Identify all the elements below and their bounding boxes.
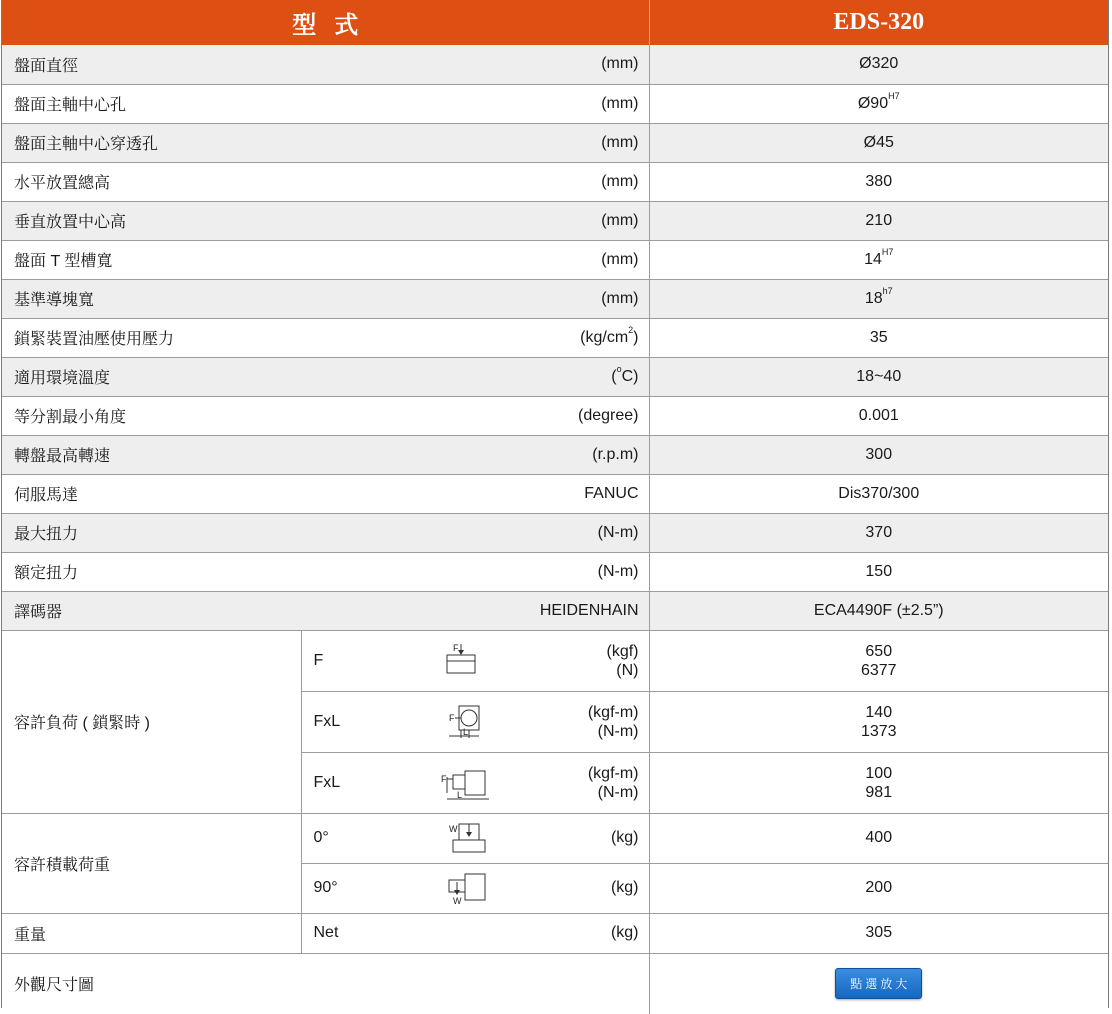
spec-label: 基準導塊寬: [2, 279, 515, 318]
weight-value: 305: [649, 913, 1108, 953]
value-text: 150: [865, 562, 893, 580]
load-value: [649, 691, 1108, 752]
unit-superscript: 2: [628, 324, 634, 335]
weight-load-icon-cell: [435, 813, 515, 863]
model-value-header: EDS-320: [649, 0, 1108, 45]
value-text: 35: [869, 328, 888, 346]
weight-row: [2, 913, 1108, 953]
spec-value: [649, 513, 1108, 552]
spec-unit: [515, 474, 649, 513]
spec-row: [2, 357, 1108, 396]
load-unit: [515, 691, 649, 752]
value-text: Ø45: [863, 133, 894, 151]
spec-label: 水平放置總高: [2, 162, 515, 201]
spec-unit: [515, 123, 649, 162]
load-value: [649, 630, 1108, 691]
load-unit: [515, 630, 649, 691]
value-text: 370: [865, 523, 893, 541]
spec-unit: [515, 162, 649, 201]
vertical-load-icon: [435, 868, 495, 908]
load-unit-secondary: (N-m): [597, 722, 639, 740]
load-row: [2, 630, 1108, 691]
spec-table: [2, 0, 1108, 1014]
spec-unit: [515, 279, 649, 318]
load-unit: [515, 752, 649, 813]
drawing-label: 外觀尺寸圖: [2, 953, 649, 1014]
value-text: Ø320: [859, 55, 899, 73]
spec-value: [649, 552, 1108, 591]
svg-text:W: W: [453, 896, 462, 906]
enlarge-drawing-button[interactable]: 點選放大: [835, 968, 922, 999]
spec-label: 等分割最小角度: [2, 396, 515, 435]
spec-unit: [515, 45, 649, 84]
load-symbol: FxL: [301, 752, 435, 813]
unit-text: (mm): [601, 133, 639, 151]
load-unit-primary: (kgf-m): [587, 764, 639, 782]
unit-text: C): [621, 367, 639, 385]
spec-value: [649, 396, 1108, 435]
spec-value: [649, 45, 1108, 84]
spec-unit: [515, 201, 649, 240]
unit-prefix: (: [611, 367, 617, 385]
value-superscript: h7: [882, 285, 893, 296]
spec-unit: [515, 84, 649, 123]
spec-label: 垂直放置中心高: [2, 201, 515, 240]
unit-text: (mm): [601, 55, 639, 73]
load-symbol: FxL: [301, 691, 435, 752]
model-label-header: 型式: [2, 0, 649, 45]
weight-load-value: 200: [649, 863, 1108, 913]
spec-value: [649, 240, 1108, 279]
weight-unit: (kg): [515, 913, 649, 953]
spec-value: [649, 318, 1108, 357]
spec-row: [2, 240, 1108, 279]
spec-value: [649, 162, 1108, 201]
spec-table-frame: [1, 0, 1109, 1008]
weight-load-unit: (kg): [515, 863, 649, 913]
value-text: ECA4490F (±2.5”): [813, 601, 944, 619]
spec-row: [2, 591, 1108, 630]
spec-label: 盤面主軸中心孔: [2, 84, 515, 123]
spec-unit: [515, 396, 649, 435]
load-icon-cell: [435, 630, 515, 691]
spec-label: 盤面主軸中心穿透孔: [2, 123, 515, 162]
spec-label: 譯碼器: [2, 591, 515, 630]
spec-unit: [515, 357, 649, 396]
spec-row: [2, 318, 1108, 357]
spec-unit: [515, 435, 649, 474]
drawing-button-cell: [649, 953, 1108, 1014]
value-superscript: H7: [881, 246, 894, 257]
horizontal-load-icon: [435, 818, 495, 858]
spec-value: [649, 201, 1108, 240]
spec-value: [649, 474, 1108, 513]
spec-row: [2, 279, 1108, 318]
load-value-secondary: 981: [865, 783, 893, 801]
weight-load-row: [2, 813, 1108, 863]
load-value-primary: 650: [865, 642, 893, 660]
spec-row: [2, 396, 1108, 435]
load-icon-cell: [435, 691, 515, 752]
spec-label: 轉盤最高轉速: [2, 435, 515, 474]
spec-unit: [515, 318, 649, 357]
spec-value: [649, 123, 1108, 162]
spec-label: 鎖緊裝置油壓使用壓力: [2, 318, 515, 357]
spec-value: [649, 357, 1108, 396]
svg-text:F: F: [441, 773, 447, 784]
spec-value: [649, 84, 1108, 123]
load-value-primary: 140: [865, 703, 893, 721]
unit-text: (mm): [601, 211, 639, 229]
load-symbol: F: [301, 630, 435, 691]
load-unit-secondary: (N-m): [597, 783, 639, 801]
spec-unit: [515, 552, 649, 591]
spec-row: [2, 123, 1108, 162]
spec-label: 額定扭力: [2, 552, 515, 591]
spec-label: 盤面直徑: [2, 45, 515, 84]
spec-row: [2, 201, 1108, 240]
spec-label: 最大扭力: [2, 513, 515, 552]
radial-moment-icon: [435, 702, 495, 742]
weight-load-angle: 0°: [301, 813, 435, 863]
load-unit-primary: (kgf): [606, 642, 639, 660]
load-value-primary: 100: [865, 764, 893, 782]
weight-load-unit: (kg): [515, 813, 649, 863]
weight-load-icon-cell: [435, 863, 515, 913]
weight-label: 重量: [2, 913, 301, 953]
weight-symbol: Net: [301, 913, 435, 953]
spec-row: [2, 513, 1108, 552]
spec-value: [649, 435, 1108, 474]
weight-load-label: 容許積載荷重: [2, 813, 301, 913]
weight-load-value: 400: [649, 813, 1108, 863]
value-text: 380: [865, 172, 893, 190]
spec-row: [2, 435, 1108, 474]
load-icon-cell: [435, 752, 515, 813]
value-text: 18~40: [856, 367, 902, 385]
spec-value: [649, 279, 1108, 318]
header-row: [2, 0, 1108, 45]
value-superscript: H7: [888, 90, 900, 101]
load-value-secondary: 6377: [860, 661, 897, 679]
unit-text: (kg/cm: [580, 328, 629, 346]
spec-unit: [515, 591, 649, 630]
tilting-moment-icon: [435, 763, 495, 803]
unit-suffix: ): [633, 328, 639, 346]
spec-unit: [515, 513, 649, 552]
load-value: [649, 752, 1108, 813]
value-text: 300: [865, 445, 893, 463]
unit-text: HEIDENHAIN: [539, 601, 639, 619]
load-unit-primary: (kgf-m): [587, 703, 639, 721]
value-text: 14: [864, 250, 882, 268]
unit-text: (N-m): [597, 562, 639, 580]
axial-force-icon: [435, 641, 495, 681]
svg-text:F: F: [449, 712, 455, 723]
weight-spacer: [435, 913, 515, 953]
unit-superscript: o: [616, 363, 622, 374]
unit-text: (r.p.m): [592, 445, 639, 463]
drawing-row: [2, 953, 1108, 1014]
spec-row: [2, 45, 1108, 84]
spec-row: [2, 162, 1108, 201]
spec-row: [2, 474, 1108, 513]
spec-label: 適用環境溫度: [2, 357, 515, 396]
spec-label: 盤面 T 型槽寬: [2, 240, 515, 279]
unit-text: (mm): [601, 289, 639, 307]
weight-load-angle: 90°: [301, 863, 435, 913]
spec-row: [2, 84, 1108, 123]
unit-text: (degree): [578, 406, 639, 424]
unit-text: (mm): [601, 250, 639, 268]
unit-text: (mm): [601, 172, 639, 190]
unit-text: (N-m): [597, 523, 639, 541]
value-text: 18: [864, 289, 883, 307]
unit-text: (mm): [601, 94, 639, 112]
value-text: Dis370/300: [838, 484, 920, 502]
value-text: Ø90: [857, 94, 889, 112]
load-unit-secondary: (N): [616, 661, 639, 679]
load-label: 容許負荷 ( 鎖緊時 ): [2, 630, 301, 813]
spec-row: [2, 552, 1108, 591]
svg-text:F: F: [453, 642, 459, 653]
svg-text:W: W: [449, 824, 458, 834]
value-text: 0.001: [858, 406, 899, 424]
spec-value: [649, 591, 1108, 630]
load-value-secondary: 1373: [860, 722, 897, 740]
spec-label: 伺服馬達: [2, 474, 515, 513]
spec-unit: [515, 240, 649, 279]
svg-text:L: L: [457, 789, 463, 800]
value-text: 210: [865, 211, 893, 229]
unit-text: FANUC: [584, 484, 639, 502]
svg-text:L: L: [463, 726, 469, 737]
